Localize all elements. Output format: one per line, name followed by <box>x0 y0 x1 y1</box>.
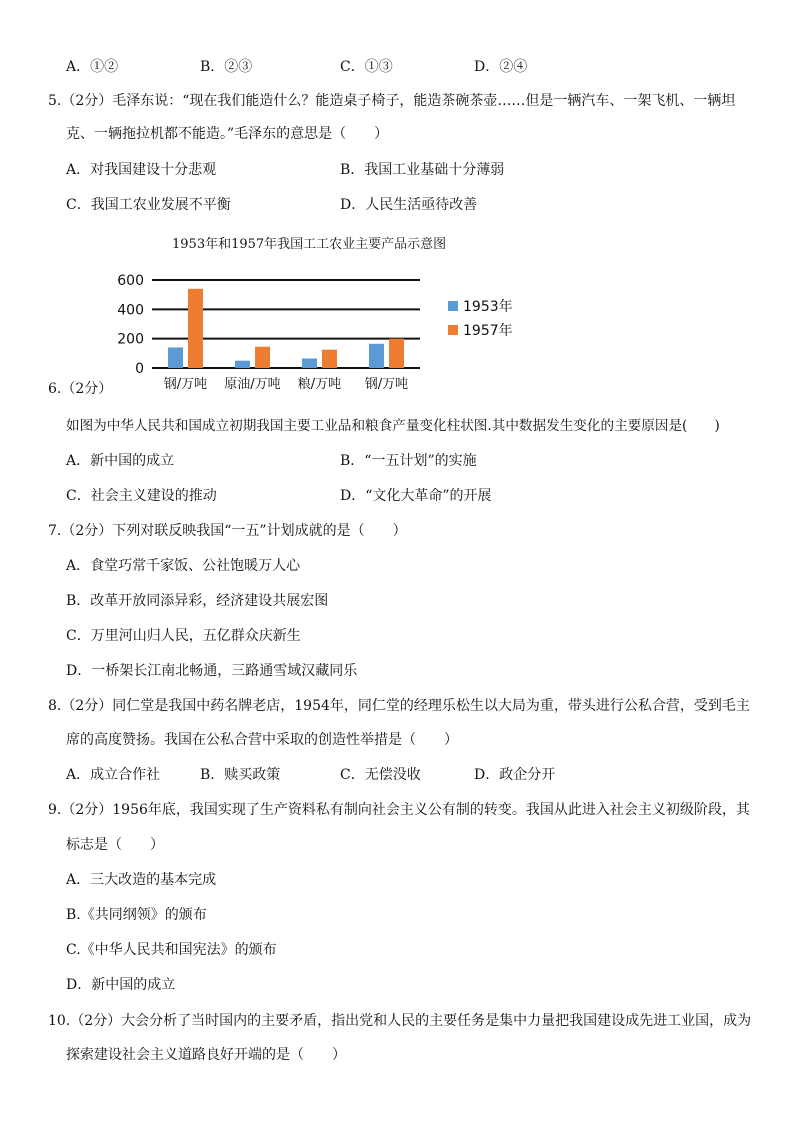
bar <box>235 361 250 368</box>
q7-stem: 7.（2分）下列对联反映我国“一五”计划成就的是（ ） <box>48 523 407 539</box>
q4-option-d: D．②④ <box>474 59 528 75</box>
legend-swatch <box>448 301 458 311</box>
q5-option-b: B．我国工业基础十分薄弱 <box>340 162 505 178</box>
q8-option-c: C．无偿没收 <box>340 767 421 783</box>
q8-stem-line2: 席的高度赞扬。我国在公私合营中采取的创造性举措是（ ） <box>66 732 458 748</box>
y-tick-label: 600 <box>117 273 144 289</box>
q4-option-a: A．①② <box>66 59 119 75</box>
bar <box>389 339 404 368</box>
q5-stem-line1: 5.（2分）毛泽东说：“现在我们能造什么？能造桌子椅子，能造茶碗茶壶……但是一辆汽车、一架飞机、一辆坦 <box>48 93 736 109</box>
q8-option-b: B．赎买政策 <box>200 767 281 783</box>
bar <box>369 344 384 368</box>
q8-option-d: D．政企分开 <box>474 767 556 783</box>
q9-stem-line1: 9.（2分）1956年底，我国实现了生产资料私有制向社会主义公有制的转变。我国从此进入社会主义初级阶段，其 <box>48 802 750 818</box>
q7-option-b: B．改革开放同添异彩，经济建设共展宏图 <box>66 593 329 609</box>
chart-title: 1953年和1957年我国工工农业主要产品示意图 <box>172 237 447 252</box>
bar <box>322 350 337 368</box>
q9-option-c: C.《中华人民共和国宪法》的颁布 <box>66 942 277 958</box>
q6-option-d: D．“文化大革命”的开展 <box>340 488 492 504</box>
q9-stem-line2: 标志是（ ） <box>66 837 164 853</box>
bar-chart <box>110 262 670 402</box>
q5-option-a: A．对我国建设十分悲观 <box>66 162 217 178</box>
q10-stem-line1: 10.（2分）大会分析了当时国内的主要矛盾，指出党和人民的主要任务是集中力量把我国建设成先进工业国，成为 <box>48 1013 752 1029</box>
q9-option-a: A．三大改造的基本完成 <box>66 872 217 888</box>
y-tick-label: 0 <box>135 361 144 377</box>
q9-option-b: B.《共同纲领》的颁布 <box>66 907 207 923</box>
bar <box>302 358 317 368</box>
q4-option-c: C．①③ <box>340 59 393 75</box>
q5-option-d: D．人民生活亟待改善 <box>340 197 478 213</box>
q5-option-c: C．我国工农业发展不平衡 <box>66 197 231 213</box>
y-tick-label: 400 <box>117 302 144 319</box>
q5-stem-line2: 克、一辆拖拉机都不能造。”毛泽东的意思是（ ） <box>66 126 389 142</box>
legend-swatch <box>448 325 458 335</box>
q6-option-a: A．新中国的成立 <box>66 453 175 469</box>
q8-stem-line1: 8.（2分）同仁堂是我国中药名牌老店，1954年，同仁堂的经理乐松生以大局为重，带头进行公私合营，受到毛主 <box>48 698 750 714</box>
q6-number: 6.（2分） <box>48 381 113 397</box>
q7-option-d: D．一桥架长江南北畅通，三路通雪域汉藏同乐 <box>66 663 358 679</box>
y-tick-label: 200 <box>117 331 144 348</box>
legend-label: 1957年 <box>463 323 513 339</box>
q6-option-c: C．社会主义建设的推动 <box>66 488 217 504</box>
q10-stem-line2: 探索建设社会主义道路良好开端的是（ ） <box>66 1047 346 1063</box>
bar <box>168 347 183 368</box>
q9-option-d: D．新中国的成立 <box>66 977 176 993</box>
q6-option-b: B．“一五计划”的实施 <box>340 453 477 469</box>
q4-option-b: B．②③ <box>200 59 253 75</box>
x-tick-label: 粮/万吨 <box>297 377 342 392</box>
legend-label: 1953年 <box>463 299 513 315</box>
bar <box>188 289 203 368</box>
x-tick-label: 原油/万吨 <box>224 377 281 392</box>
q7-option-c: C．万里河山归人民，五亿群众庆新生 <box>66 628 301 644</box>
q8-option-a: A．成立合作社 <box>66 767 161 783</box>
x-tick-label: 钢/万吨 <box>364 377 409 392</box>
q7-option-a: A．食堂巧常千家饭、公社饱暖万人心 <box>66 558 301 574</box>
bar <box>255 347 270 368</box>
q6-stem: 如图为中华人民共和国成立初期我国主要工业品和粮食产量变化柱状图.其中数据发生变化的主要原因是( ) <box>66 418 720 434</box>
x-tick-label: 钢/万吨 <box>163 377 208 392</box>
